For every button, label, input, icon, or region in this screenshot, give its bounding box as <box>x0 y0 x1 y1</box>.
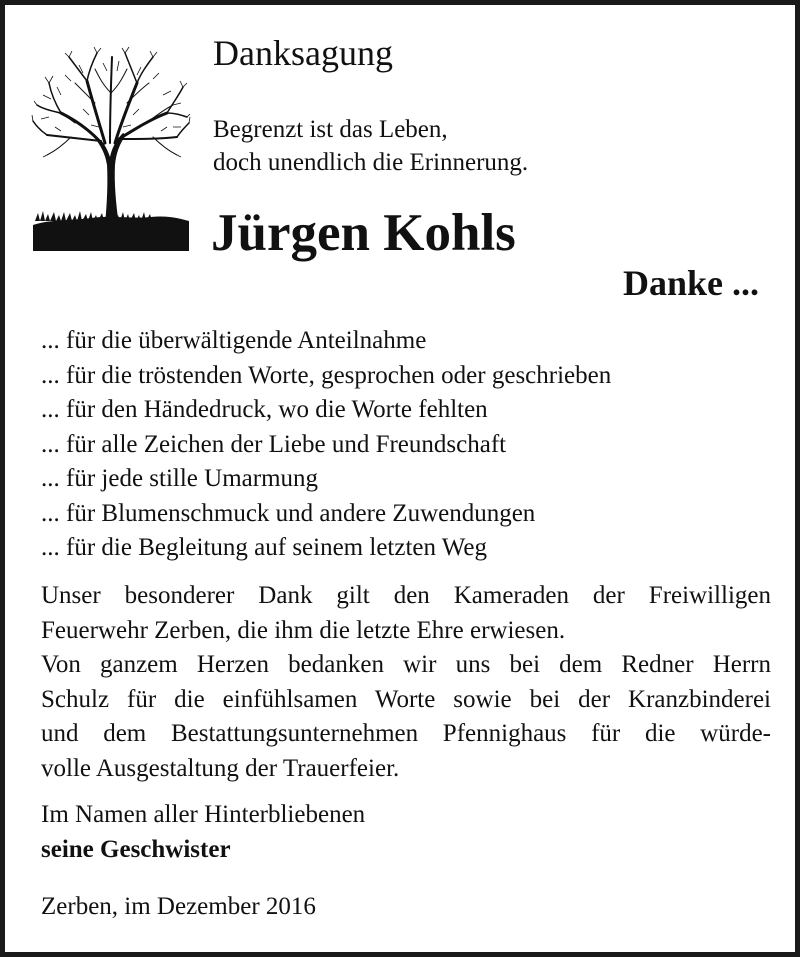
thanks-item: ... für jede stille Umarmung <box>41 465 319 492</box>
paragraph-line: Von ganzem Herzen bedanken wir uns bei dem Redner Herrn <box>41 651 771 678</box>
notice-heading: Danksagung <box>213 33 393 73</box>
place-date: Zerben, im Dezember 2016 <box>41 893 316 920</box>
paragraph-line: Feuerwehr Zerben, die ihm die letzte Ehre erwiesen. <box>41 616 566 644</box>
thanks-item: ... für den Händedruck, wo die Worte fehlten <box>41 396 488 423</box>
thanks-item: ... für Blumenschmuck und andere Zuwendungen <box>41 499 536 527</box>
fire-brigade-paragraph <box>41 579 771 648</box>
speaker-paragraph <box>41 648 771 786</box>
deceased-name: Jürgen Kohls <box>211 204 516 262</box>
signature-block <box>41 798 365 867</box>
thanks-item: ... für die tröstenden Worte, gesprochen oder geschrieben <box>41 361 612 389</box>
paragraph-line: volle Ausgestaltung der Trauerfeier. <box>41 754 400 782</box>
paragraph-line: Schulz für die einfühlsamen Worte sowie bei der Kranzbinderei <box>41 685 771 713</box>
thanks-list <box>41 324 611 566</box>
paragraph-line: Unser besonderer Dank gilt den Kameraden der Freiwilligen <box>41 582 771 609</box>
thanks-item: ... für alle Zeichen der Liebe und Freundschaft <box>41 430 507 458</box>
paragraph-line: und dem Bestattungsunternehmen Pfennighaus für die würde- <box>41 720 771 747</box>
motto-quote <box>213 113 528 179</box>
signature-intro: Im Namen aller Hinterbliebenen <box>41 801 366 828</box>
bare-tree-icon <box>31 43 191 255</box>
signature-name: seine Geschwister <box>41 835 231 863</box>
thanks-item: ... für die Begleitung auf seinem letzten Weg <box>41 534 487 561</box>
thanks-heading: Danke ... <box>622 263 759 303</box>
thanks-item: ... für die überwältigende Anteilnahme <box>41 327 427 354</box>
motto-line: doch unendlich die Erinnerung. <box>213 149 529 176</box>
motto-line: Begrenzt ist das Leben, <box>213 116 448 143</box>
